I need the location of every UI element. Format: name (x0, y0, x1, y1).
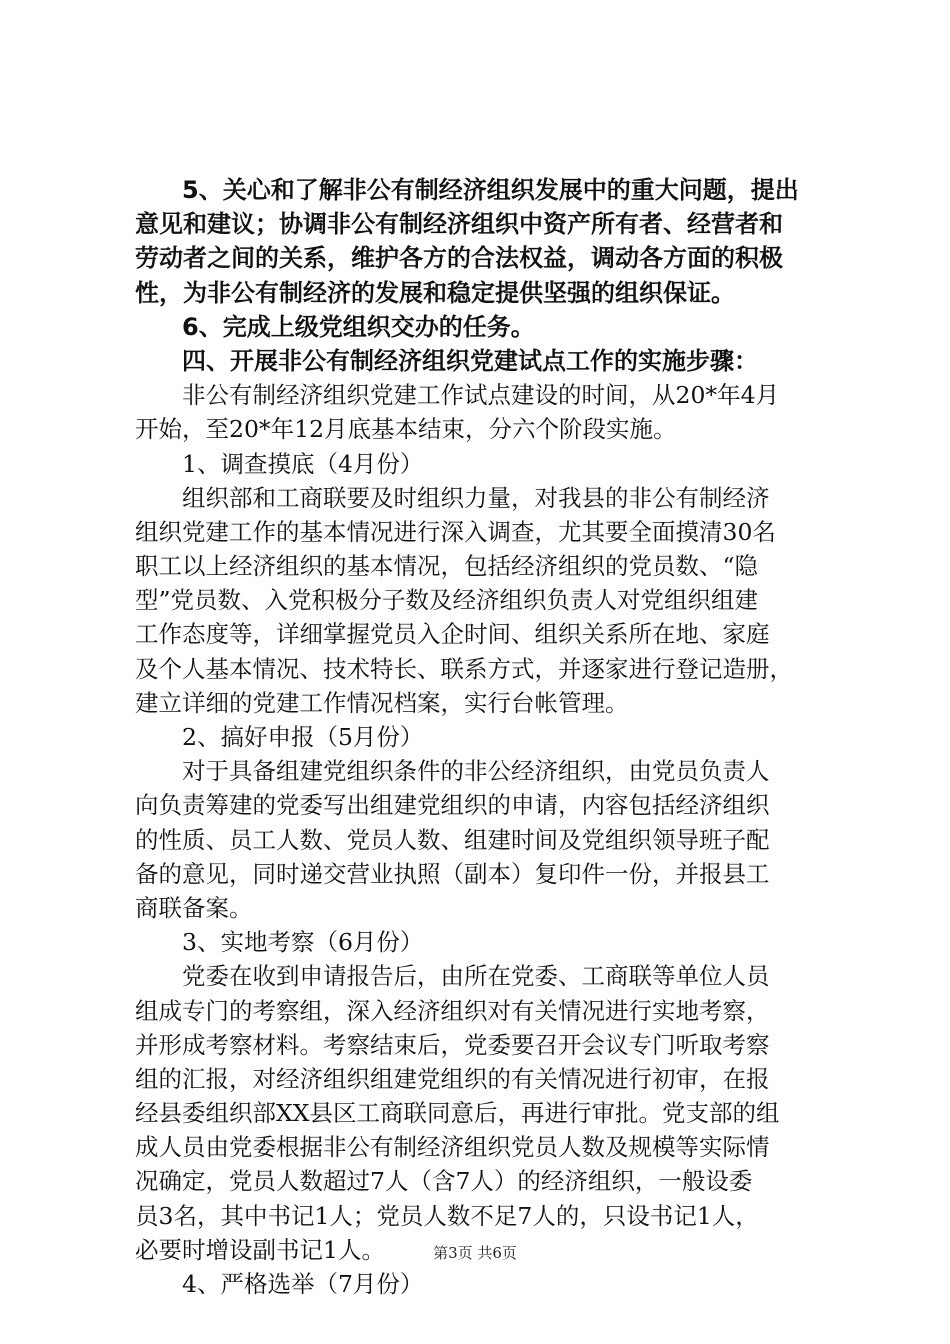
text-line: 组的汇报，对经济组织组建党组织的有关情况进行初审，在报 (135, 1064, 770, 1093)
text-line: 工作态度等，详细掌握党员入企时间、组织关系所在地、家庭 (135, 620, 770, 649)
text-line: 的性质、员工人数、党员人数、组建时间及党组织领导班子配 (135, 825, 770, 854)
text-line: 组织部和工商联要及时组织力量，对我县的非公有制经济 (182, 483, 770, 512)
text-line: 组成专门的考察组，深入经济组织对有关情况进行实地考察， (135, 996, 770, 1025)
text-line: 并形成考察材料。考察结束后，党委要召开会议专门听取考察 (135, 1030, 770, 1059)
subsection-heading: 3、实地考察（6月份） (182, 928, 424, 957)
text-line: 6、完成上级党组织交办的任务。 (182, 312, 535, 341)
text-line: 5、关心和了解非公有制经济组织发展中的重大问题，提出 (182, 176, 799, 204)
subsection-heading: 1、调查摸底（4月份） (182, 449, 424, 478)
text-line: 必要时增设副书记1人。 (135, 1235, 385, 1264)
subsection-heading: 4、严格选举（7月份） (182, 1270, 424, 1298)
text-line: 意见和建议；协调非公有制经济组织中资产所有者、经营者和 (135, 210, 783, 239)
text-line: 及个人基本情况、技术特长、联系方式，并逐家进行登记造册， (135, 654, 793, 683)
text-line: 职工以上经济组织的基本情况，包括经济组织的党员数、“隐 (135, 552, 759, 581)
text-line: 成人员由党委根据非公有制经济组织党员人数及规模等实际情 (135, 1133, 770, 1162)
section-heading: 四、开展非公有制经济组织党建试点工作的实施步骤： (182, 346, 758, 375)
text-line: 建立详细的党建工作情况档案，实行台帐管理。 (135, 688, 629, 717)
text-line: 况确定，党员人数超过7人（含7人）的经济组织，一般设委 (135, 1167, 753, 1196)
text-line: 员3名，其中书记1人；党员人数不足7人的，只设书记1人， (135, 1201, 759, 1230)
text-line: 向负责筹建的党委写出组建党组织的申请，内容包括经济组织 (135, 791, 770, 820)
subsection-heading: 2、搞好申报（5月份） (182, 723, 424, 751)
text-line: 商联备案。 (135, 893, 253, 922)
document-body (135, 173, 830, 1301)
text-line: 劳动者之间的关系，维护各方的合法权益，调动各方面的积极 (135, 244, 783, 273)
text-line: 性，为非公有制经济的发展和稳定提供坚强的组织保证。 (135, 278, 735, 307)
text-line: 对于具备组建党组织条件的非公经济组织，由党员负责人 (182, 757, 770, 786)
page-number: 第3页 共6页 (433, 1244, 517, 1262)
text-line: 型”党员数、入党积极分子数及经济组织负责人对党组织组建 (135, 586, 759, 615)
text-line: 开始，至20*年12月底基本结束，分六个阶段实施。 (135, 415, 677, 444)
text-line: 非公有制经济组织党建工作试点建设的时间，从20*年4月 (182, 381, 780, 410)
text-line: 党委在收到申请报告后，由所在党委、工商联等单位人员 (182, 962, 770, 991)
text-line: 经县委组织部XX县区工商联同意后，再进行审批。党支部的组 (135, 1099, 780, 1128)
text-line: 组织党建工作的基本情况进行深入调查，尤其要全面摸清30名 (135, 517, 776, 546)
text-line: 备的意见，同时递交营业执照（副本）复印件一份，并报县工 (135, 859, 770, 888)
